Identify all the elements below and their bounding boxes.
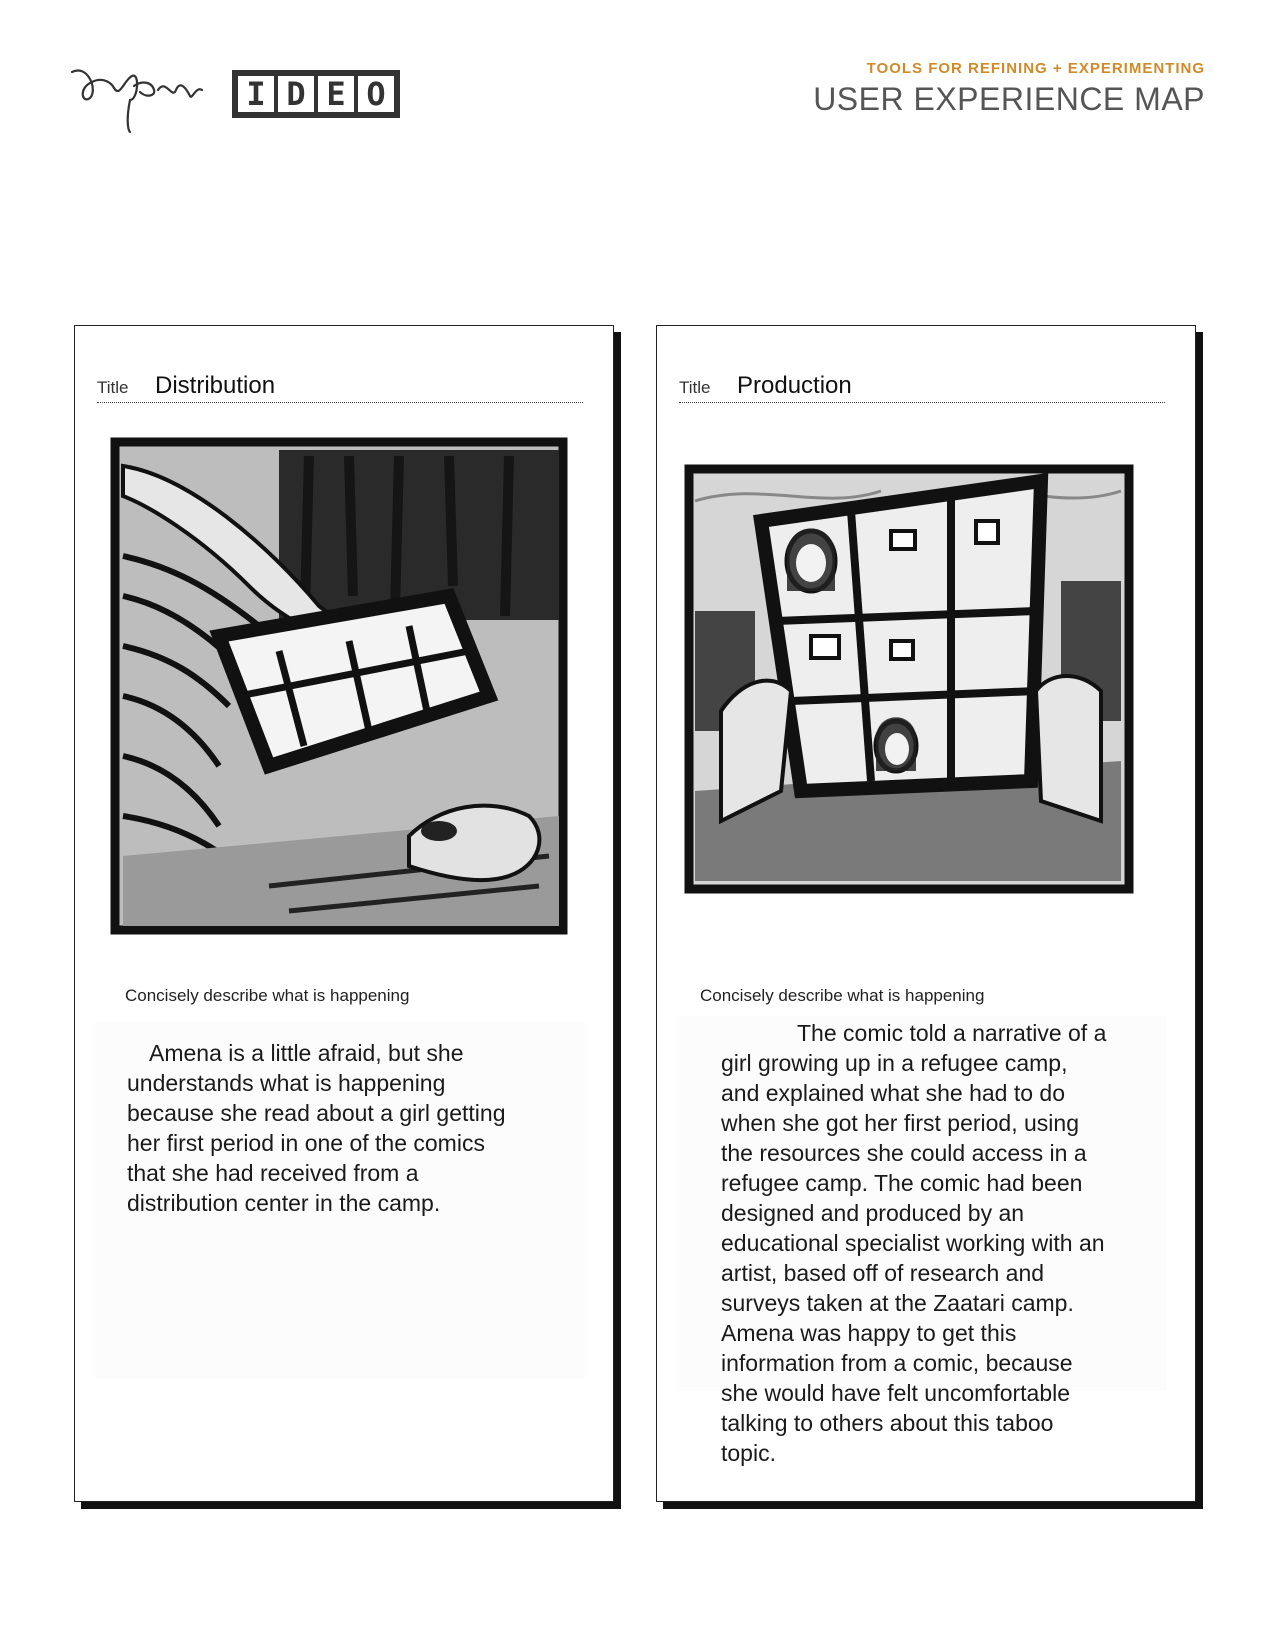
header-title: USER EXPERIENCE MAP: [813, 81, 1205, 117]
description-text: Amena is a little afraid, but she understands what is happening because she read about a girl getting her first period in one of the comics that she had received from a distribution center in the camp.: [127, 1040, 506, 1216]
title-row: [97, 368, 583, 403]
comic-handoff-sketch: [109, 436, 569, 936]
header-titles: [813, 60, 1205, 118]
header-subtitle: TOOLS FOR REFINING + EXPERIMENTING: [866, 60, 1205, 77]
title-value: Distribution: [155, 372, 276, 399]
logo-letter: I: [238, 76, 274, 112]
storyboard-card-production: [656, 325, 1196, 1502]
logo-letter: D: [278, 76, 314, 112]
description-text: The comic told a narrative of a girl growing up in a refugee camp, and explained what she had to do when she got her first period, using the resources she could access in a refugee camp. The comic had been designed and produced by an educational specialist working with an artist, based off of research and surveys taken at the Zaatari camp. Amena was happy to get this information from a comic, because she would have felt uncomfortable talking to others about this taboo topic.: [721, 1020, 1107, 1466]
title-value: Production: [737, 372, 852, 399]
open-script-logo: [68, 60, 228, 140]
sketch-image: [681, 461, 1141, 901]
ideo-block-letters: [232, 70, 400, 118]
title-row: [679, 368, 1165, 403]
storyboard-card-distribution: [74, 325, 614, 1502]
description-label: Concisely describe what is happening: [700, 986, 985, 1005]
comic-reading-sketch: [681, 461, 1141, 901]
description-label: Concisely describe what is happening: [125, 986, 410, 1005]
openideo-logo: [68, 60, 428, 140]
logo-letter: O: [358, 76, 394, 112]
sketch-image: [109, 436, 569, 936]
title-label: Title: [679, 378, 711, 397]
logo-letter: E: [318, 76, 354, 112]
title-label: Title: [97, 378, 129, 397]
